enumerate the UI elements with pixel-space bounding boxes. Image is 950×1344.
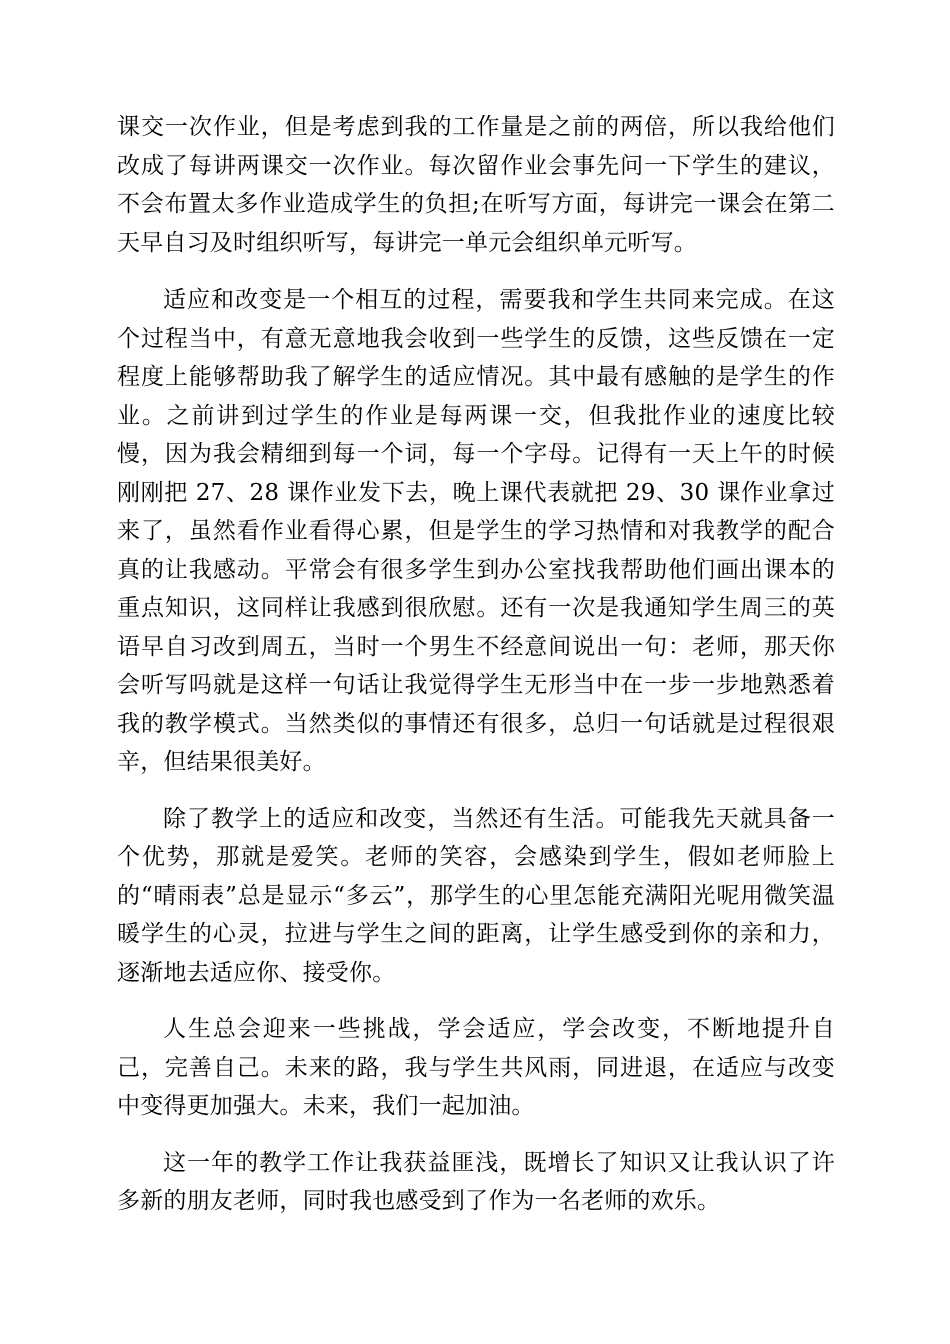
paragraph-adaptation-process: 适应和改变是一个相互的过程，需要我和学生共同来完成。在这个过程当中，有意无意地我会收到一些学生的反馈，这些反馈在一定程度上能够帮助我了解学生的适应情况。其中最有感触的是学生的作业。之前讲到过学生的作业是每两课一交，但我批作业的速度比较慢，因为我会精细到每一个词，每一个字母。记得有一天上午的时候刚刚把 27、28 课作业发下去，晚上课代表就把 29、30 课作业拿过来了，虽然看作业看得心累，但是学生的学习热情和对我教学的配合真的让我感动。平常会有很多学生到办公室找我帮助他们画出课本的重点知识，这同样让我感到很欣慰。还有一次是我通知学生周三的英语早自习改到周五，当时一个男生不经意间说出一句：老师，那天你会听写吗就是这样一句话让我觉得学生无形当中在一步一步地熟悉着我的教学模式。当然类似的事情还有很多，总归一句话就是过程很艰辛，但结果很美好。 bbox=[117, 287, 835, 775]
paragraph-homework-schedule: 课交一次作业，但是考虑到我的工作量是之前的两倍，所以我给他们改成了每讲两课交一次作业。每次留作业会事先问一下学生的建议，不会布置太多作业造成学生的负担;在听写方面，每讲完一课会在第二天早自习及时组织听写，每讲完一单元会组织单元听写。 bbox=[117, 114, 835, 256]
paragraph-life-and-smile: 除了教学上的适应和改变，当然还有生活。可能我先天就具备一个优势，那就是爱笑。老师的笑容，会感染到学生，假如老师脸上的“晴雨表”总是显示“多云”，那学生的心里怎能充满阳光呢用微笑温暖学生的心灵，拉进与学生之间的距离，让学生感受到你的亲和力，逐渐地去适应你、接受你。 bbox=[117, 805, 835, 986]
document-body bbox=[117, 108, 835, 1221]
paragraph-conclusion: 这一年的教学工作让我获益匪浅，既增长了知识又让我认识了许多新的朋友老师，同时我也感受到了作为一名老师的欢乐。 bbox=[117, 1149, 835, 1214]
paragraph-challenges: 人生总会迎来一些挑战，学会适应，学会改变，不断地提升自己，完善自己。未来的路，我与学生共风雨，同进退，在适应与改变中变得更加强大。未来，我们一起加油。 bbox=[117, 1016, 835, 1119]
